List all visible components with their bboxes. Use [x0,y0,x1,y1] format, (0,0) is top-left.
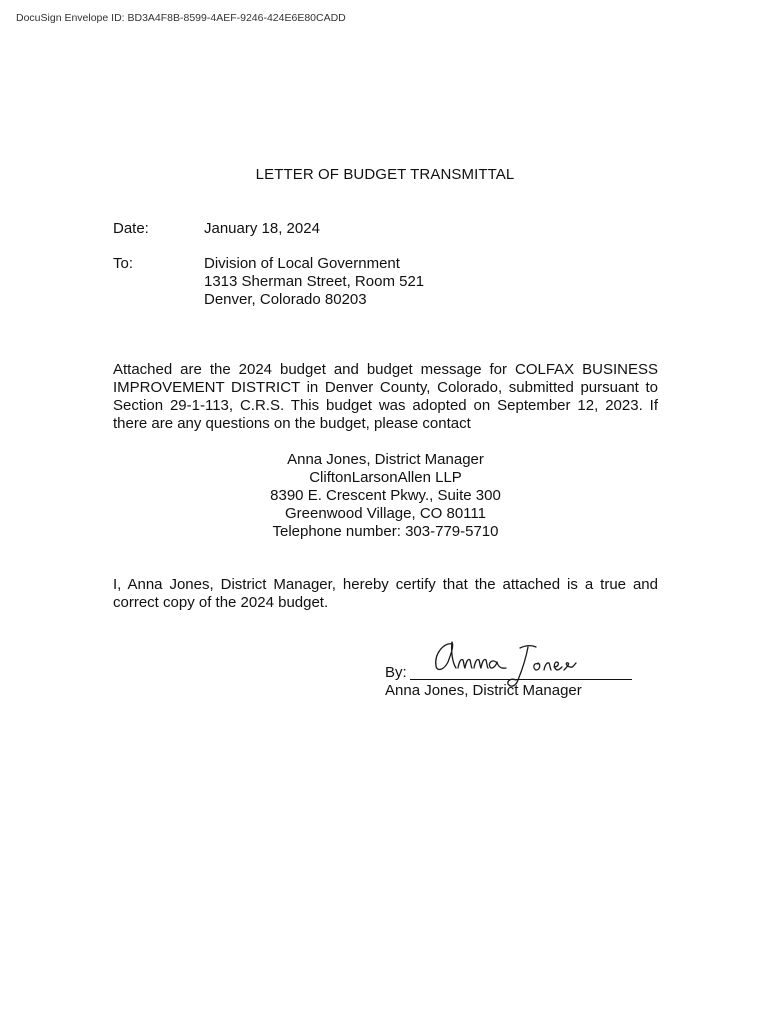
recipient-city: Denver, Colorado 80203 [204,291,367,308]
to-label: To: [113,255,134,272]
by-label: By: [385,664,407,681]
letter-title: LETTER OF BUDGET TRANSMITTAL [255,166,515,183]
contact-company: CliftonLarsonAllen LLP [309,469,462,486]
date-label: Date: [113,220,149,237]
recipient-name: Division of Local Government [204,255,400,272]
contact-phone: Telephone number: 303-779-5710 [272,523,499,540]
docusign-envelope-id: DocuSign Envelope ID: BD3A4F8B-8599-4AEF-9246-424E6E80CADD [16,12,346,24]
recipient-street: 1313 Sherman Street, Room 521 [204,273,425,290]
contact-city: Greenwood Village, CO 80111 [285,505,486,522]
certification-paragraph: I, Anna Jones, District Manager, hereby certify that the attached is a true and correct copy of the 2024 budget. [113,576,658,611]
recipient-address [204,255,424,309]
contact-block [113,451,658,541]
signer-name: Anna Jones, District Manager [385,682,582,699]
handwritten-signature [424,632,584,696]
contact-street: 8390 E. Crescent Pkwy., Suite 300 [270,487,501,504]
date-value: January 18, 2024 [204,220,320,237]
contact-name: Anna Jones, District Manager [287,451,484,468]
body-paragraph: Attached are the 2024 budget and budget message for COLFAX BUSINESS IMPROVEMENT DISTRICT in Denver County, Colorado, submitted pursuant to Section 29-1-113, C.R.S. This budget was adopted on September 12, 2023. If there are any questions on the budget, please contact [113,361,658,432]
